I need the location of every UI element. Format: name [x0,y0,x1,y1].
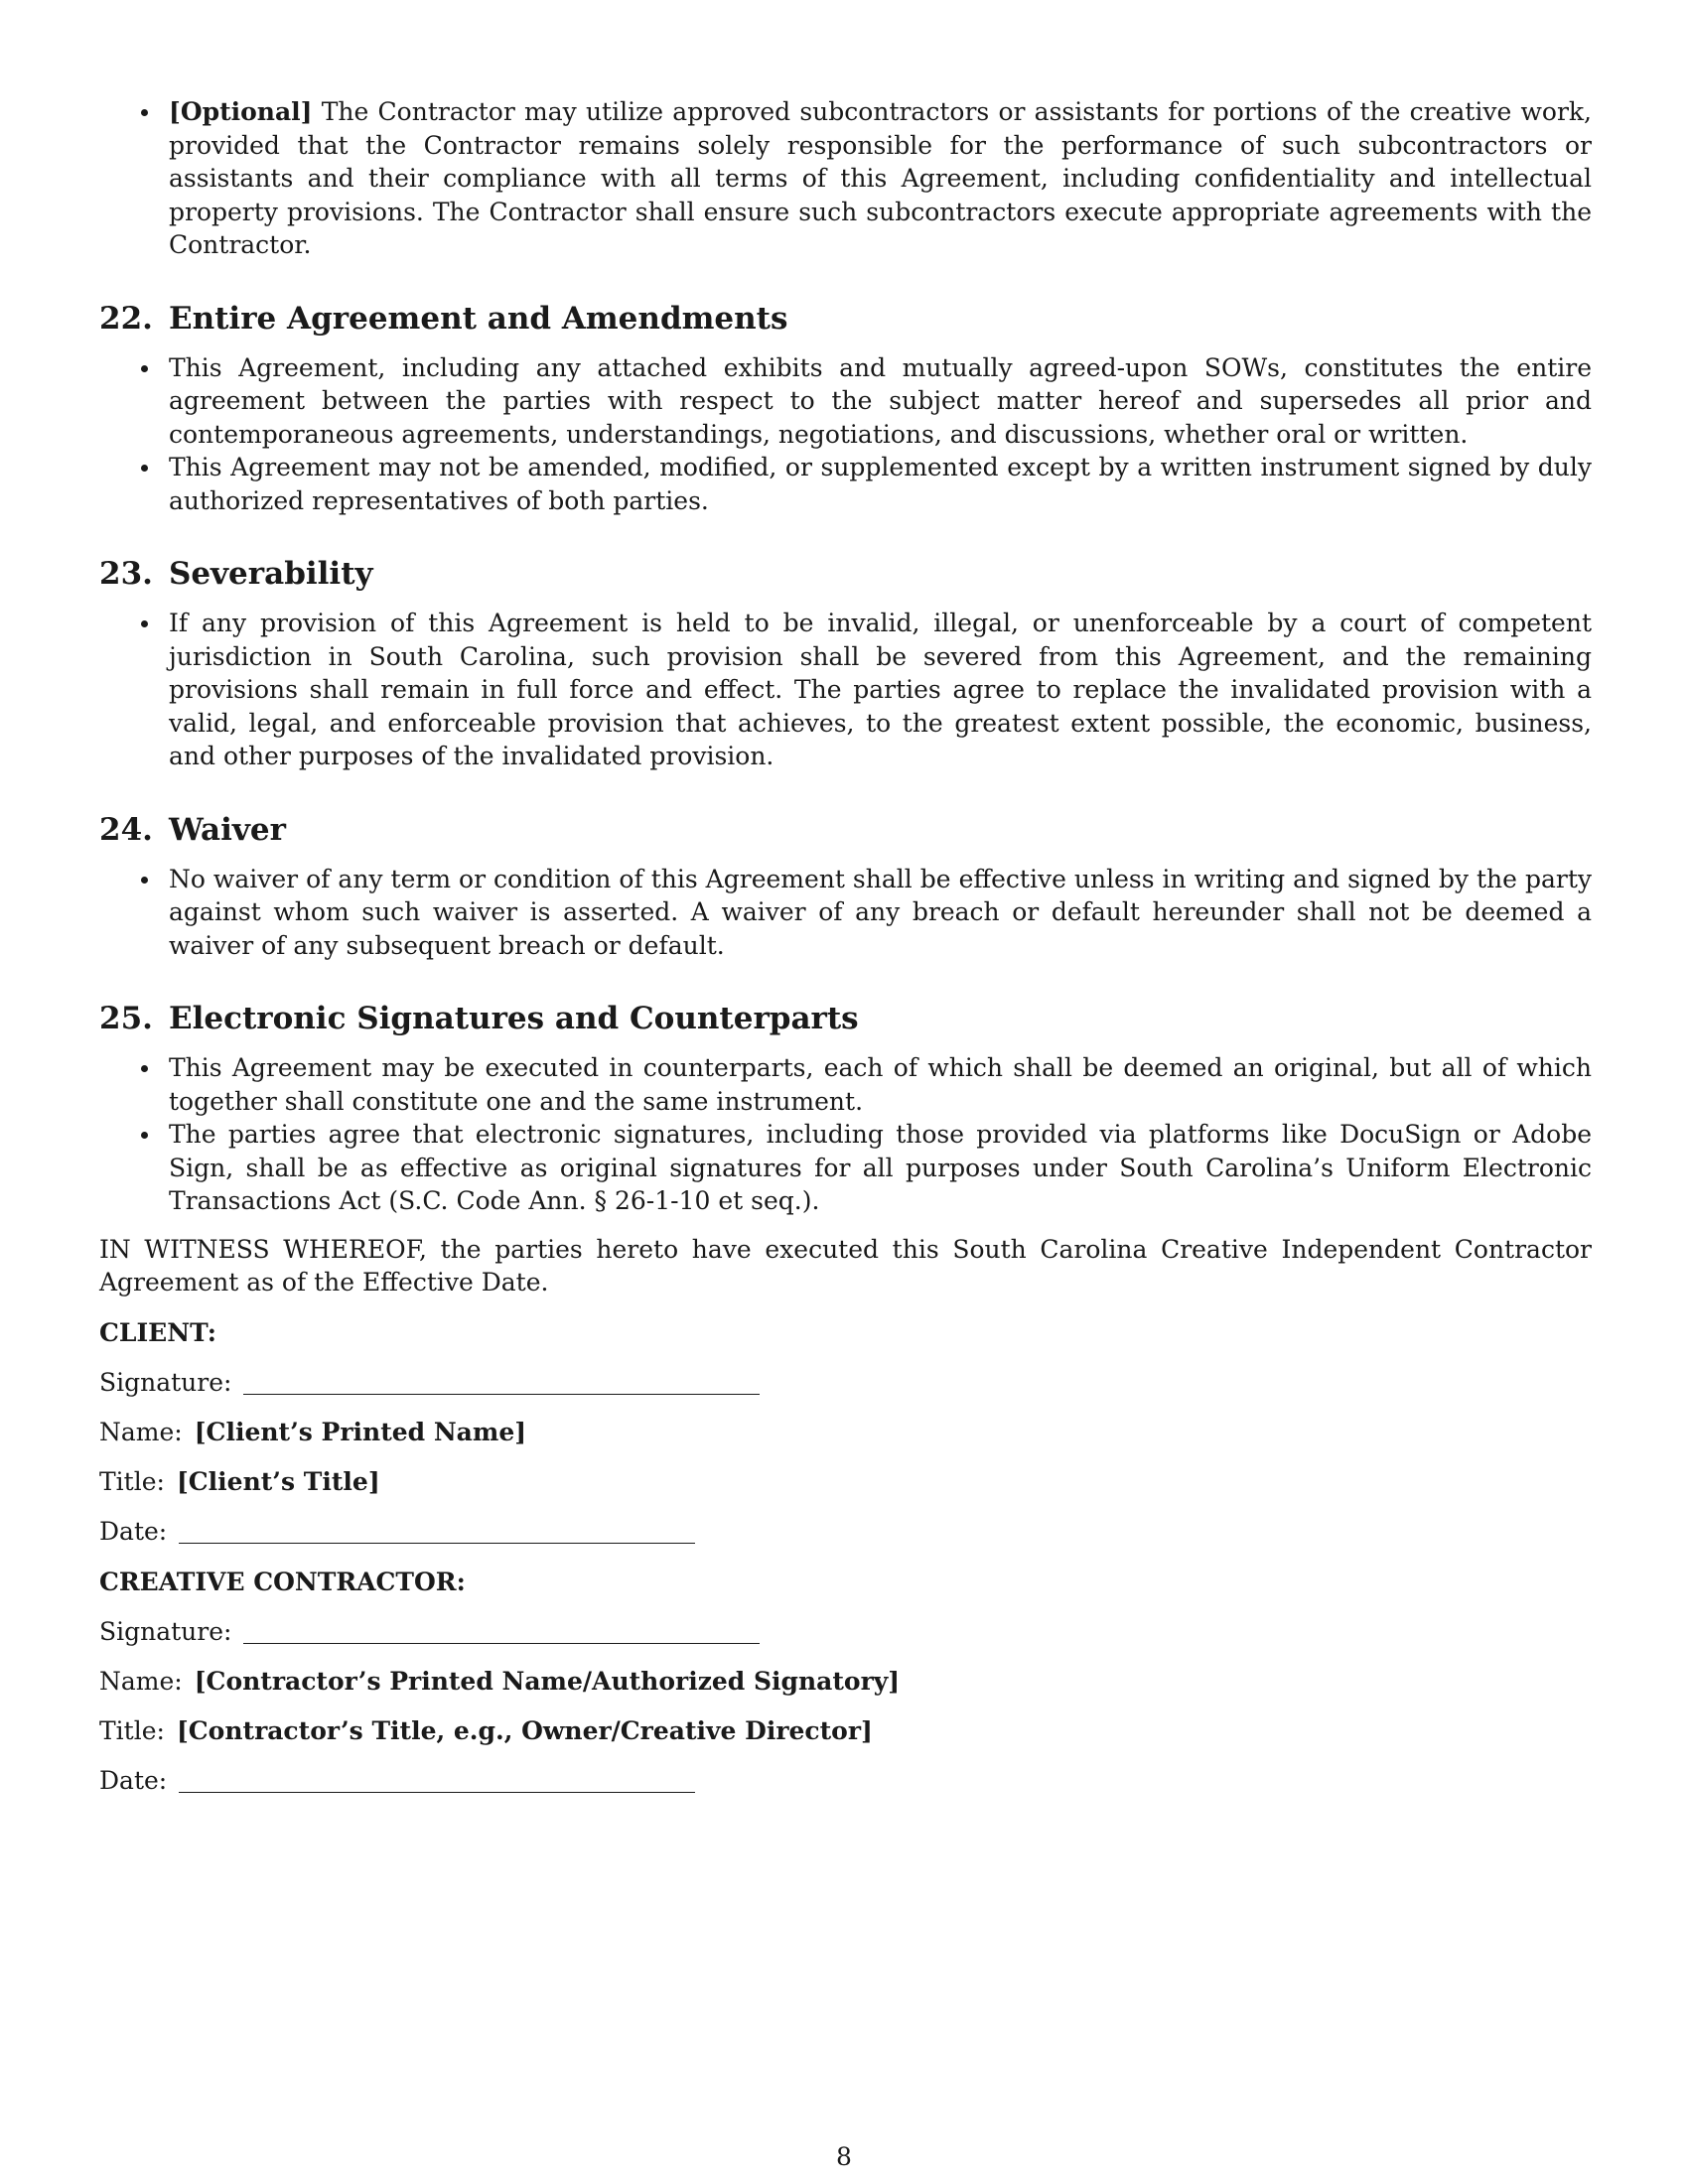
client-title-value: [Client’s Title] [176,1466,380,1496]
contractor-date-line[interactable] [179,1770,695,1793]
contractor-date-row [99,1764,1592,1798]
section-number: 23. [99,556,153,592]
document-page [99,95,1592,1798]
section-22-bullets [99,351,1592,518]
section-23-bullets [99,607,1592,773]
client-signature-line[interactable] [243,1372,760,1395]
client-signature-row [99,1366,1592,1400]
client-heading: CLIENT: [99,1317,217,1347]
signature-label: Signature: [99,1616,232,1646]
witness-statement: IN WITNESS WHEREOF, the parties hereto have executed this South Carolina Creative Independent Contractor Agreement as of the Effective Date. [99,1234,1592,1297]
contractor-name-row [99,1665,1592,1699]
section-number: 24. [99,811,153,848]
contractor-title-value: [Contractor’s Title, e.g., Owner/Creative Director] [176,1715,873,1745]
signature-label: Signature: [99,1367,232,1397]
date-label: Date: [99,1516,168,1546]
contractor-heading: CREATIVE CONTRACTOR: [99,1567,466,1596]
section-heading-24 [99,811,1592,849]
intro-bullet-list [99,95,1592,262]
bullet-item: This Agreement, including any attached exhibits and mutually agreed-upon SOWs, constitutes the entire agreement between the parties with respect to the subject matter hereof and supersedes all prior and contemporaneous agreements, understandings, negotiations, and discussions, whether oral or written. [99,351,1592,452]
client-title-row [99,1465,1592,1499]
section-number: 22. [99,300,153,337]
bullet-item: This Agreement may be executed in counterparts, each of which shall be deemed an original, but all of which together shall constitute one and the same instrument. [99,1051,1592,1118]
intro-bullet-text: The Contractor may utilize approved subcontractors or assistants for portions of the creative work, provided that the Contractor remains solely responsible for the performance of such subcontractors or assistants and their compliance with all terms of this Agreement, including confidentiality and intellectual property provisions. The Contractor shall ensure such subcontractors execute appropriate agreements with the Contractor. [169,97,1592,259]
name-label: Name: [99,1666,183,1696]
optional-tag: [Optional] [169,97,313,126]
contractor-title-row [99,1714,1592,1748]
bullet-item: The parties agree that electronic signatures, including those provided via platforms like DocuSign or Adobe Sign, shall be as effective as original signatures for all purposes under South Carolina’s Uniform Electronic Transactions Act (S.C. Code Ann. § 26-1-10 et seq.). [99,1118,1592,1218]
intro-bullet [99,95,1592,262]
title-label: Title: [99,1466,165,1496]
section-title: Waiver [168,811,286,848]
name-label: Name: [99,1417,183,1446]
client-name-row [99,1416,1592,1449]
client-date-row [99,1515,1592,1549]
section-heading-22 [99,300,1592,338]
bullet-item: No waiver of any term or condition of this Agreement shall be effective unless in writing and signed by the party against whom such waiver is asserted. A waiver of any breach or default hereunder shall not be deemed a waiver of any subsequent breach or default. [99,863,1592,963]
page-number: 8 [836,2142,852,2171]
date-label: Date: [99,1765,168,1795]
client-date-line[interactable] [179,1521,695,1544]
contractor-signature-line[interactable] [243,1621,760,1644]
section-title: Electronic Signatures and Counterparts [168,1001,859,1036]
section-25-bullets [99,1051,1592,1218]
section-heading-23 [99,555,1592,593]
bullet-item: If any provision of this Agreement is held to be invalid, illegal, or unenforceable by a court of competent jurisdiction in South Carolina, such provision shall be severed from this Agreement, and the remaining provisions shall remain in full force and effect. The parties agree to replace the invalidated provision with a valid, legal, and enforceable provision that achieves, to the greatest extent possible, the economic, business, and other purposes of the invalidated provision. [99,607,1592,773]
section-heading-25 [99,1000,1592,1037]
title-label: Title: [99,1715,165,1745]
contractor-signature-row [99,1615,1592,1649]
contractor-name-value: [Contractor’s Printed Name/Authorized Signatory] [194,1666,901,1696]
section-title: Entire Agreement and Amendments [168,300,788,337]
section-24-bullets [99,863,1592,963]
client-name-value: [Client’s Printed Name] [194,1417,527,1446]
section-number: 25. [99,1001,153,1036]
section-title: Severability [168,556,373,592]
bullet-item: This Agreement may not be amended, modified, or supplemented except by a written instrument signed by duly authorized representatives of both parties. [99,451,1592,517]
